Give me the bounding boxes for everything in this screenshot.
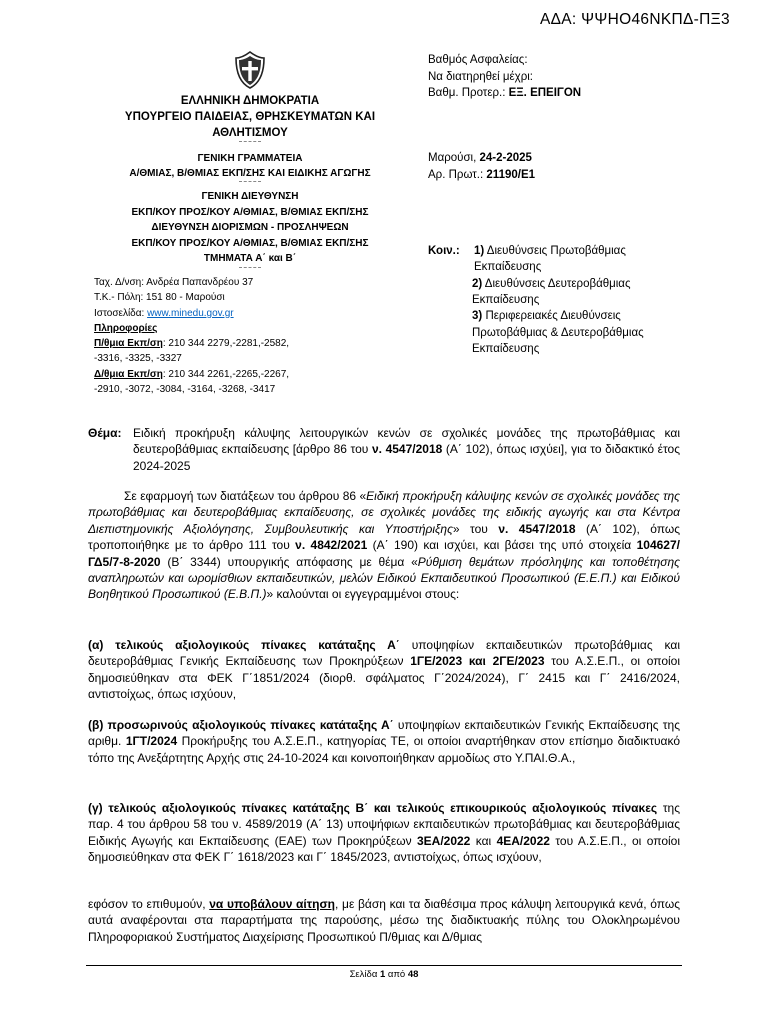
recipient-item-cont: Εκπαίδευσης: [474, 261, 542, 273]
keep-until: Να διατηρηθεί μέχρι:: [428, 70, 533, 83]
dthmia-phones: Δ/θμια Εκπ/ση: 210 344 2261,-2265,-2267,: [94, 368, 290, 380]
contact-block: [94, 275, 289, 397]
separator: [239, 141, 261, 145]
pthmia-phones: Π/θμια Εκπ/ση: 210 344 2279,-2281,-2582,: [94, 338, 290, 350]
general-secretariat: [100, 151, 400, 185]
dthmia-phones-2: -2910, -3072, -3084, -3164, -3268, -3417: [94, 384, 276, 396]
address: Ταχ. Δ/νση: Ανδρέα Παπανδρέου 37: [94, 277, 254, 288]
protocol-number: Αρ. Πρωτ.: 21190/Ε1: [428, 168, 536, 181]
greek-emblem-icon: [233, 50, 267, 90]
security-level: Βαθμός Ασφαλείας:: [428, 54, 528, 66]
recipients-label: Κοιν.:: [428, 245, 460, 257]
recipient-item-cont: Πρωτοβάθμιας & Δευτεροβάθμιας: [472, 327, 644, 339]
organization-header: [100, 93, 400, 145]
org-line: ΕΛΛΗΝΙΚΗ ΔΗΜΟΚΡΑΤΙΑ: [180, 95, 320, 107]
recipient-item: 2) Διευθύνσεις Δευτεροβάθμιας: [472, 278, 631, 290]
document-date: Μαρούσι, 24-2-2025: [428, 152, 532, 164]
ada-code: ΑΔΑ: ΨΨΗΟ46ΝΚΠΔ-ΠΞ3: [540, 11, 730, 28]
org-line: ΑΘΛΗΤΙΣΜΟΥ: [212, 127, 288, 139]
pthmia-phones-2: -3316, -3325, -3327: [94, 353, 182, 365]
date-protocol-block: [428, 150, 535, 183]
recipient-item-cont: Εκπαίδευσης: [472, 343, 540, 355]
org-line: ΥΠΟΥΡΓΕΙΟ ΠΑΙΔΕΙΑΣ, ΘΡΗΣΚΕΥΜΑΤΩΝ ΚΑΙ: [124, 111, 376, 123]
gs-line: Α/ΘΜΙΑΣ, Β/ΘΜΙΑΣ ΕΚΠ/ΣΗΣ ΚΑΙ ΕΙΔΙΚΗΣ ΑΓΩΓΗΣ: [129, 168, 371, 179]
subject-label: Θέμα:: [88, 426, 122, 440]
recipient-item: 3) Περιφερειακές Διευθύνσεις: [472, 310, 621, 322]
info-heading: Πληροφορίες: [94, 322, 158, 334]
paragraph-application: εφόσον το επιθυμούν, να υποβάλουν αίτηση, με βάση και τα διαθέσιμα προς κάλυψη λειτουργικά κενά, όπως αυτά αναφέρονται στα παραρτήματα της παρούσης, μέσω της διαδικτυακής πύλης του Ολοκληρωμένου Πληροφοριακού Συστήματος Διαχείρισης Προσωπικού Π/θμιας και Δ/θμιας: [88, 897, 680, 944]
classification-block: [428, 52, 581, 102]
recipient-item: 1) Διευθύνσεις Πρωτοβάθμιας: [474, 245, 626, 257]
general-directorate: [100, 189, 400, 271]
paragraph-c: (γ) τελικούς αξιολογικούς πίνακες κατάταξης Β΄ και τελικούς επικουρικούς αξιολογικούς πίνακες της παρ. 4 του άρθρου 58 του ν. 4589/2019 (Α΄ 13) υποψήφιων εκπαιδευτικών πρωτοβάθμιας και δευτεροβάθμιας Ειδικής Αγωγής και Εκπαίδευσης (ΕΑΕ) των Προκηρύξεων 3ΕΑ/2022 και 4ΕΑ/2022 του Α.Σ.Ε.Π., οι οποίοι δημοσιεύθηκαν στα ΦΕΚ Γ΄ 1618/2023 και Γ΄ 1845/2023, αντιστοίχως, όπως ισχύουν,: [88, 801, 681, 865]
subject: [88, 425, 680, 474]
page-number: Σελίδα 1 από 48: [349, 969, 419, 980]
gd-line: ΤΜΗΜΑΤΑ Α΄ και Β΄: [203, 253, 297, 264]
gs-line: ΓΕΝΙΚΗ ΓΡΑΜΜΑΤΕΙΑ: [197, 153, 303, 164]
gd-line: ΕΚΠ/ΚΟΥ ΠΡΟΣ/ΚΟΥ Α/ΘΜΙΑΣ, Β/ΘΜΙΑΣ ΕΚΠ/ΣΗΣ: [131, 237, 369, 249]
gd-line: ΓΕΝΙΚΗ ΔΙΕΥΘΥΝΣΗ: [201, 191, 299, 202]
paragraph-b: (β) προσωρινούς αξιολογικούς πίνακες κατάταξης Α΄ υποψηφίων εκπαιδευτικών Γενικής Εκπαίδευσης της αριθμ. 1ΓΤ/2024 Προκήρυξης του Α.Σ.Ε.Π., κατηγορίας ΤΕ, οι οποίοι αναρτήθηκαν στον επίσημο διαδικτυακό τόπο της Ανεξάρτητης Αρχής στις 24-10-2024 και κοινοποιήθηκαν αρμοδίως στο Υ.ΠΑΙ.Θ.Α.,: [88, 718, 681, 765]
recipient-item-cont: Εκπαίδευσης: [472, 294, 540, 306]
footer-divider: [86, 965, 682, 966]
separator: [239, 181, 261, 185]
gd-line: ΕΚΠ/ΚΟΥ ΠΡΟΣ/ΚΟΥ Α/ΘΜΙΑΣ, Β/ΘΜΙΑΣ ΕΚΠ/ΣΗΣ: [131, 206, 369, 218]
separator: [239, 267, 261, 271]
website-link[interactable]: www.minedu.gov.gr: [147, 307, 234, 319]
city: Τ.Κ.- Πόλη: 151 80 - Μαρούσι: [94, 292, 225, 304]
website-line: Ιστοσελίδα: www.minedu.gov.gr: [94, 307, 234, 319]
gd-line: ΔΙΕΥΘΥΝΣΗ ΔΙΟΡΙΣΜΩΝ - ΠΡΟΣΛΗΨΕΩΝ: [151, 222, 349, 233]
subject-text: Ειδική προκήρυξη κάλυψης λειτουργικών κενών σε σχολικές μονάδες της πρωτοβάθμιας και δευτεροβάθμιας εκπαίδευσης [άρθρο 86 του ν. 4547/2018 (Α΄ 102), όπως ισχύει], για το διδακτικό έτος 2024-2025: [133, 426, 680, 473]
paragraph-intro: Σε εφαρμογή των διατάξεων του άρθρου 86 «Ειδική προκήρυξη κάλυψης κενών σε σχολικές μονάδες της πρωτοβάθμιας και δευτεροβάθμιας εκπαίδευσης, σε σχολικές μονάδες της ειδικής αγωγής και στα Κέντρα Διεπιστημονικής Αξιολόγησης, Συμβουλευτικής και Υποστήριξης» του ν. 4547/2018 (Α΄ 102), όπως τροποποιήθηκε με το άρθρο 111 του ν. 4842/2021 (Α΄ 190) και ισχύει, και βάσει της υπό στοιχεία 104627/ΓΔ5/7-8-2020 (Β΄ 3344) υπουργικής απόφασης με θέμα «Ρύθμιση θεμάτων πρόσληψης και τοποθέτησης αναπληρωτών και ωρομίσθιων εκπαιδευτικών, μελών Ειδικού Εκπαιδευτικού Προσωπικού (Ε.Ε.Π.) και Ειδικού Βοηθητικού Προσωπικού (Ε.Β.Π.)» καλούνται οι εγγεγραμμένοι στους:: [88, 489, 681, 602]
paragraph-a: (α) τελικούς αξιολογικούς πίνακες κατάταξης Α΄ υποψηφίων εκπαιδευτικών πρωτοβάθμιας και δευτεροβάθμιας Γενικής Εκπαίδευσης των Προκηρύξεων 1ΓΕ/2023 και 2ΓΕ/2023 του Α.Σ.Ε.Π., οι οποίοι δημοσιεύθηκαν στα ΦΕΚ Γ΄1851/2024 (διορθ. σφάλματος Γ΄2024/2024), Γ΄ 2415 και Γ΄ 2416/2024, αντιστοίχως, όπως ισχύουν,: [88, 638, 681, 702]
priority: Βαθμ. Προτερ.: ΕΞ. ΕΠΕΙΓΟΝ: [428, 87, 582, 99]
